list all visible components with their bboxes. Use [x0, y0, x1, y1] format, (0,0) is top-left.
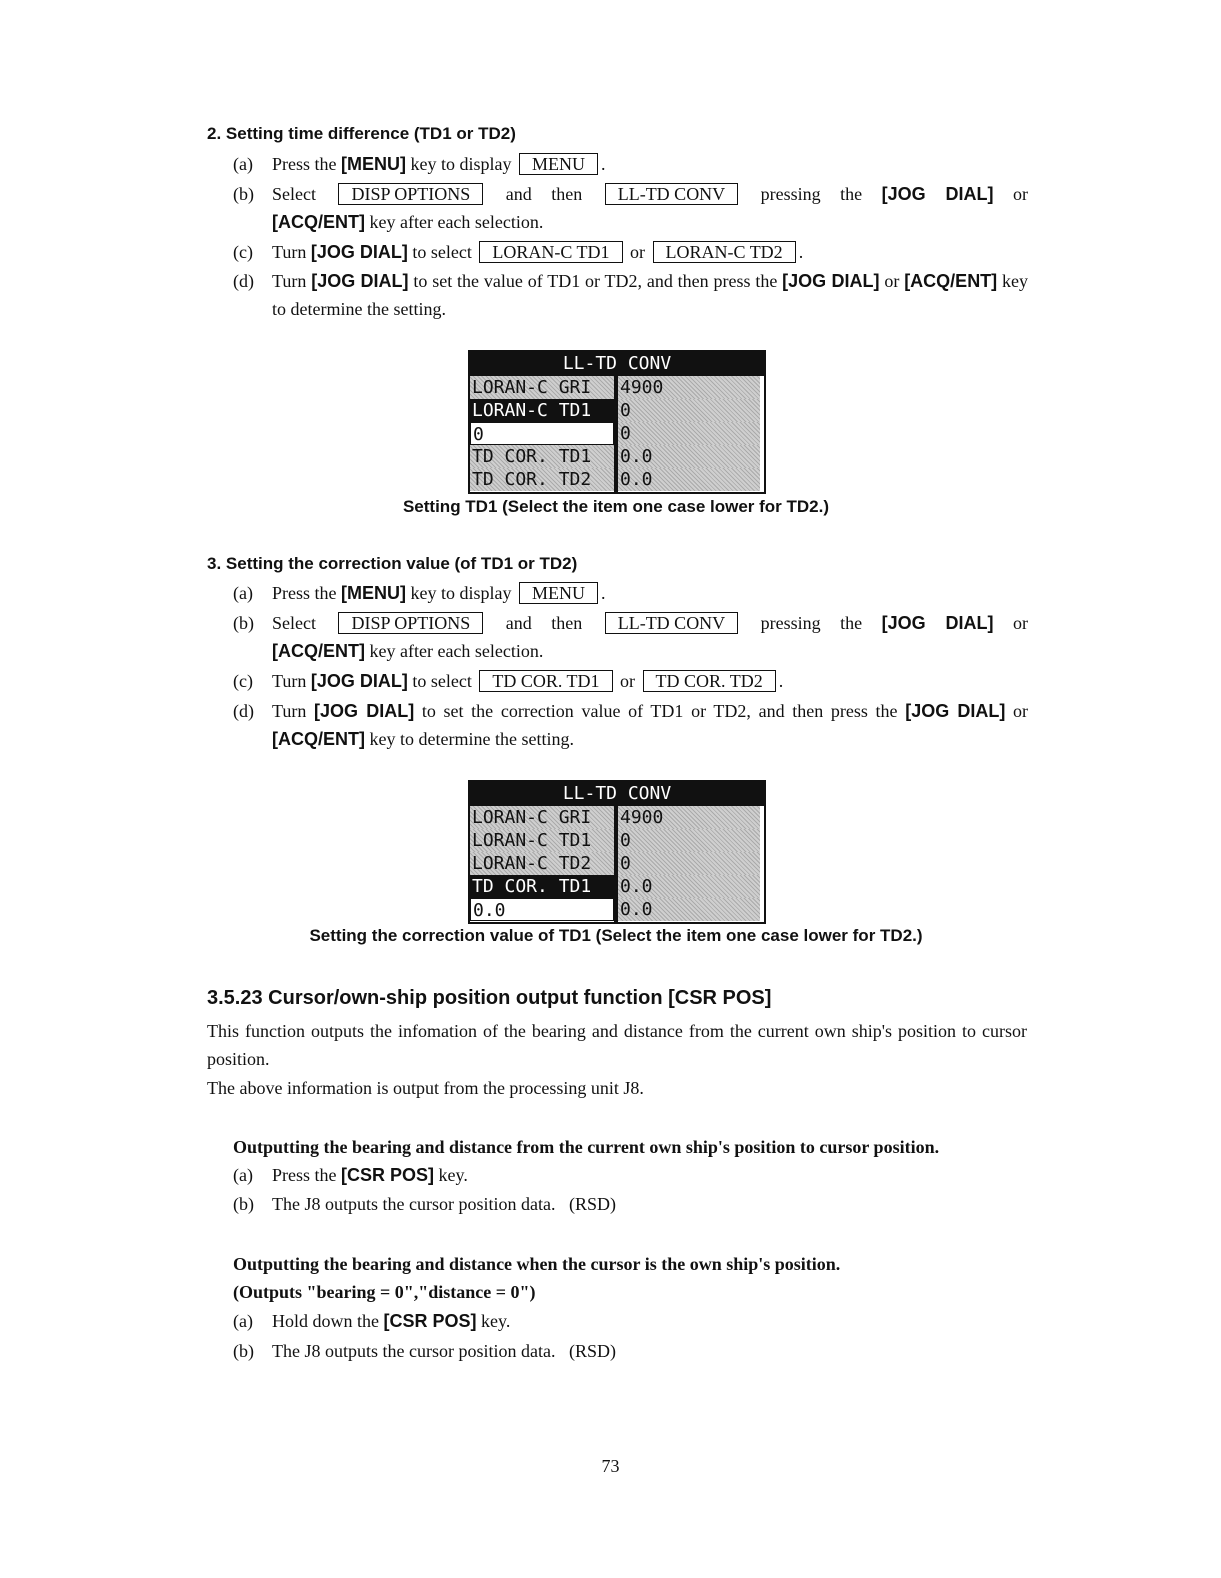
- text: Press the: [272, 1165, 341, 1185]
- lcd-edit-field: 0.0: [470, 898, 614, 921]
- text: key after each selection.: [365, 641, 544, 661]
- text: or: [993, 184, 1029, 204]
- lcd-screen-td1: [468, 350, 766, 494]
- key-name: [JOG DIAL]: [782, 271, 880, 291]
- lcd-label: LORAN-C TD1: [470, 399, 614, 422]
- menu-box: TD COR. TD1: [479, 670, 612, 692]
- lcd-value: 0: [618, 829, 760, 852]
- lcd-edit-field: 0: [470, 422, 614, 445]
- lcd-label: LORAN-C GRI: [470, 806, 614, 829]
- lcd-row-selected: [470, 875, 764, 898]
- step-csr-2a: [233, 1307, 1028, 1335]
- key-name: [ACQ/ENT]: [904, 271, 998, 291]
- lcd-label: LORAN-C GRI: [470, 376, 614, 399]
- key-name: [JOG DIAL]: [314, 701, 415, 721]
- menu-box: LORAN-C TD1: [479, 241, 622, 263]
- step-3a: [233, 579, 1028, 607]
- step-2d: [233, 267, 1028, 323]
- text: to set the correction value of TD1 or TD2, and then press the: [414, 701, 906, 721]
- text: The J8 outputs the cursor position data. (RSD): [272, 1341, 616, 1361]
- text: Turn: [272, 671, 311, 691]
- lcd-row-edit: [470, 898, 764, 921]
- intro-paragraph: This function outputs the infomation of the bearing and distance from the current own ship's position to cursor position.: [207, 1021, 1027, 1069]
- text: Turn: [272, 271, 312, 291]
- text: to select: [407, 242, 472, 262]
- text: pressing the: [760, 613, 882, 633]
- text: .: [601, 154, 606, 174]
- section-2-heading: 2. Setting time difference (TD1 or TD2): [207, 124, 516, 143]
- text: and then: [505, 184, 583, 204]
- text: .: [798, 242, 804, 262]
- page-number: 73: [601, 1456, 620, 1476]
- step-label: (a): [233, 154, 253, 174]
- text: Turn: [272, 701, 315, 721]
- step-label: (b): [233, 184, 254, 204]
- key-name: [JOG DIAL]: [311, 271, 409, 291]
- lcd-value: 0.0: [618, 875, 760, 898]
- step-label: (b): [233, 1341, 254, 1361]
- text: key to display: [406, 583, 512, 603]
- text: key after each selection.: [365, 212, 544, 232]
- lcd-label: TD COR. TD1: [470, 445, 614, 468]
- figure-caption: Setting TD1 (Select the item one case lower for TD2.): [402, 497, 830, 516]
- text: to select: [407, 671, 472, 691]
- lcd-value: 0: [618, 422, 760, 445]
- text: Select: [272, 613, 316, 633]
- lcd-title: LL-TD CONV: [470, 782, 764, 806]
- step-2b: [233, 180, 1028, 236]
- text: Select: [272, 184, 316, 204]
- lcd-title: LL-TD CONV: [470, 352, 764, 376]
- text: Turn: [272, 242, 311, 262]
- lcd-screen-td-cor: [468, 780, 766, 924]
- lcd-row-edit: [470, 422, 764, 445]
- subheading-output-note: (Outputs "bearing = 0","distance = 0"): [233, 1282, 536, 1302]
- step-label: (d): [233, 271, 254, 291]
- text: The J8 outputs the cursor position data. (RSD): [272, 1194, 616, 1214]
- menu-box: TD COR. TD2: [643, 670, 776, 692]
- step-csr-1a: [233, 1161, 1028, 1189]
- text: key to determine the setting.: [272, 271, 1029, 319]
- step-csr-2b: [233, 1337, 1028, 1365]
- key-name: [JOG DIAL]: [881, 184, 994, 204]
- key-name: [JOG DIAL]: [310, 671, 408, 691]
- key-name: [ACQ/ENT]: [272, 641, 365, 661]
- step-label: (a): [233, 1311, 253, 1331]
- text: or: [620, 671, 636, 691]
- menu-box: LL-TD CONV: [605, 183, 738, 205]
- lcd-row: [470, 376, 764, 399]
- subheading-output-own-ship: Outputting the bearing and distance when the cursor is the own ship's position.: [233, 1254, 841, 1274]
- section-3-heading: 3. Setting the correction value (of TD1 or TD2): [207, 554, 578, 573]
- text: key.: [476, 1311, 511, 1331]
- text: or: [1005, 701, 1029, 721]
- lcd-value: 0: [618, 852, 760, 875]
- key-name: [JOG DIAL]: [905, 701, 1006, 721]
- text: .: [601, 583, 606, 603]
- menu-box: LORAN-C TD2: [653, 241, 796, 263]
- text: key to determine the setting.: [365, 729, 574, 749]
- lcd-label: LORAN-C TD1: [470, 829, 614, 852]
- menu-box: DISP OPTIONS: [338, 612, 483, 634]
- lcd-row: [470, 468, 764, 491]
- step-2c: [233, 238, 1028, 266]
- key-name: [JOG DIAL]: [310, 242, 408, 262]
- menu-box: MENU: [519, 153, 598, 175]
- key-name: [MENU]: [341, 583, 406, 603]
- lcd-label: TD COR. TD2: [470, 468, 614, 491]
- text: key to display: [406, 154, 512, 174]
- menu-box: MENU: [519, 582, 598, 604]
- text: .: [778, 671, 784, 691]
- key-name: [JOG DIAL]: [881, 613, 994, 633]
- step-3d: [233, 697, 1028, 753]
- text: pressing the: [760, 184, 882, 204]
- info-paragraph: The above information is output from the processing unit J8.: [207, 1078, 644, 1098]
- menu-box: LL-TD CONV: [605, 612, 738, 634]
- key-name: [MENU]: [341, 154, 406, 174]
- lcd-row: [470, 829, 764, 852]
- section-3-5-23-heading: 3.5.23 Cursor/own-ship position output function [CSR POS]: [207, 987, 772, 1009]
- step-label: (d): [233, 701, 254, 721]
- lcd-value: 4900: [618, 806, 760, 829]
- key-name: [ACQ/ENT]: [272, 212, 365, 232]
- step-3b: [233, 609, 1028, 665]
- lcd-value: 0: [618, 399, 760, 422]
- step-3c: [233, 667, 1028, 695]
- step-label: (a): [233, 1165, 253, 1185]
- text: to set the value of TD1 or TD2, and then press the: [408, 271, 783, 291]
- step-label: (c): [233, 242, 253, 262]
- lcd-label: TD COR. TD1: [470, 875, 614, 898]
- figure-caption: Setting the correction value of TD1 (Select the item one case lower for TD2.): [309, 926, 923, 945]
- text: Press the: [272, 154, 341, 174]
- text: key.: [434, 1165, 468, 1185]
- lcd-row: [470, 445, 764, 468]
- step-label: (b): [233, 613, 254, 633]
- subheading-output-position: Outputting the bearing and distance from the current own ship's position to cursor position.: [233, 1137, 940, 1157]
- key-name: [CSR POS]: [341, 1165, 435, 1185]
- key-name: [ACQ/ENT]: [272, 729, 365, 749]
- menu-box: DISP OPTIONS: [338, 183, 483, 205]
- lcd-label: LORAN-C TD2: [470, 852, 614, 875]
- lcd-value: 4900: [618, 376, 760, 399]
- step-label: (c): [233, 671, 253, 691]
- step-2a: [233, 150, 1028, 178]
- key-name: [CSR POS]: [383, 1311, 477, 1331]
- lcd-row-selected: [470, 399, 764, 422]
- text: and then: [505, 613, 583, 633]
- lcd-value: 0.0: [618, 898, 760, 921]
- step-label: (b): [233, 1194, 254, 1214]
- step-csr-1b: [233, 1190, 1028, 1218]
- step-label: (a): [233, 583, 253, 603]
- lcd-row: [470, 806, 764, 829]
- text: or: [630, 242, 646, 262]
- text: or: [879, 271, 905, 291]
- lcd-value: 0.0: [618, 468, 760, 491]
- text: Hold down the: [272, 1311, 384, 1331]
- text: or: [993, 613, 1029, 633]
- lcd-row: [470, 852, 764, 875]
- text: Press the: [272, 583, 341, 603]
- lcd-value: 0.0: [618, 445, 760, 468]
